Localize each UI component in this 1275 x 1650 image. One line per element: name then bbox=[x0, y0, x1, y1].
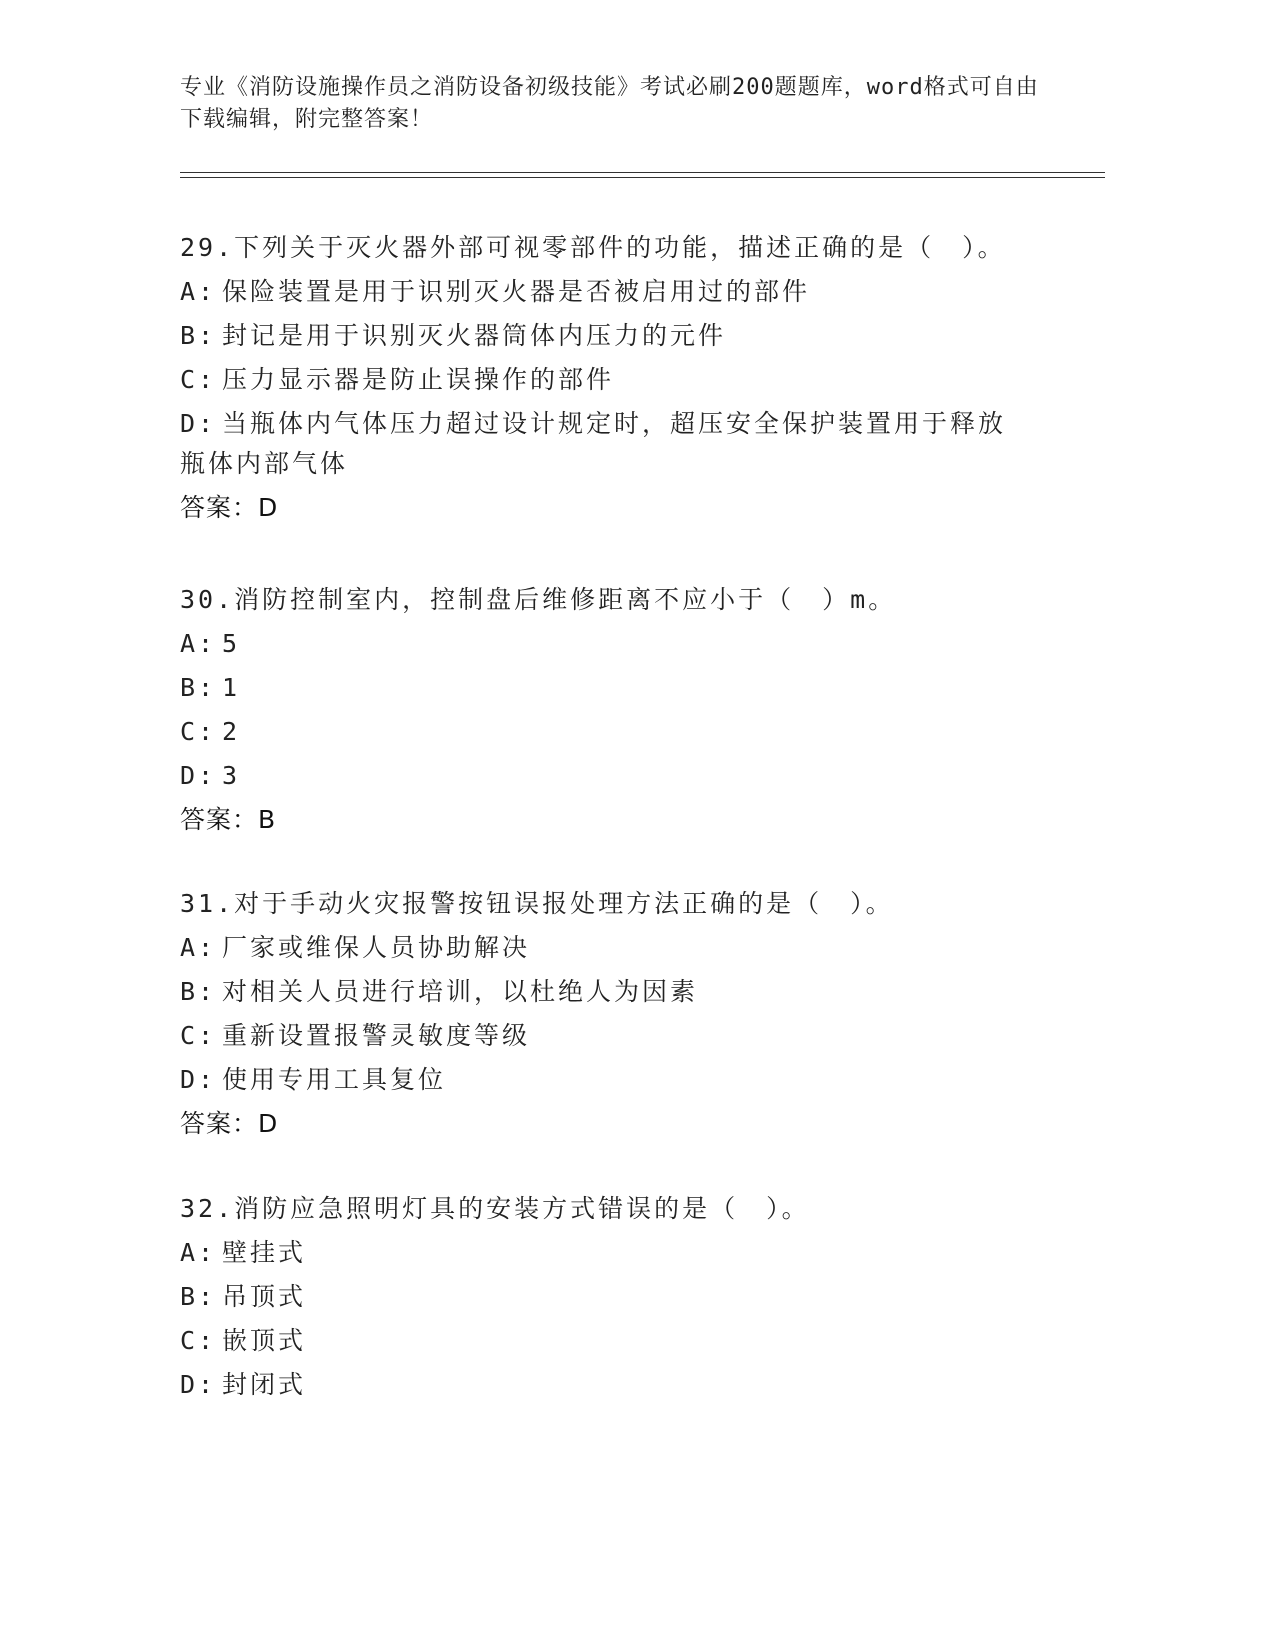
question-stem: 29.下列关于灭火器外部可视零部件的功能，描述正确的是（ ）。 bbox=[180, 233, 1006, 262]
option-label: C: bbox=[180, 365, 217, 394]
option-label: A: bbox=[180, 629, 217, 658]
option-d bbox=[180, 1058, 1040, 1102]
option-label: D: bbox=[180, 761, 217, 790]
option-label: B: bbox=[180, 977, 217, 1006]
option-a bbox=[180, 622, 1040, 666]
option-text: 3 bbox=[222, 761, 241, 790]
option-label: B: bbox=[180, 673, 217, 702]
question-29 bbox=[180, 226, 1040, 530]
option-text: 2 bbox=[222, 717, 241, 746]
question-31 bbox=[180, 882, 1040, 1146]
option-label: C: bbox=[180, 1021, 217, 1050]
answer-text: 答案：B bbox=[180, 805, 277, 834]
option-text: 封记是用于识别灭火器筒体内压力的元件 bbox=[222, 321, 727, 350]
option-c bbox=[180, 1014, 1040, 1058]
option-label: D: bbox=[180, 1065, 217, 1094]
answer-text: 答案：D bbox=[180, 1109, 279, 1138]
question-stem: 30.消防控制室内，控制盘后维修距离不应小于（ ）m。 bbox=[180, 585, 897, 614]
option-label: C: bbox=[180, 1326, 217, 1355]
option-b bbox=[180, 666, 1040, 710]
answer-text: 答案：D bbox=[180, 493, 279, 522]
option-a bbox=[180, 1231, 1040, 1275]
option-label: D: bbox=[180, 1370, 217, 1399]
option-d bbox=[180, 402, 1030, 486]
option-text: 使用专用工具复位 bbox=[222, 1065, 447, 1094]
option-text: 当瓶体内气体压力超过设计规定时，超压安全保护装置用于释放瓶体内部气体 bbox=[180, 409, 1007, 478]
option-text: 封闭式 bbox=[222, 1370, 307, 1399]
option-d bbox=[180, 1363, 1040, 1407]
option-c bbox=[180, 710, 1040, 754]
option-c bbox=[180, 1319, 1040, 1363]
question-32 bbox=[180, 1187, 1040, 1407]
option-c bbox=[180, 358, 1040, 402]
option-text: 吊顶式 bbox=[222, 1282, 307, 1311]
option-d bbox=[180, 754, 1040, 798]
option-text: 保险装置是用于识别灭火器是否被启用过的部件 bbox=[222, 277, 811, 306]
option-text: 嵌顶式 bbox=[222, 1326, 307, 1355]
option-text: 压力显示器是防止误操作的部件 bbox=[222, 365, 615, 394]
option-text: 厂家或维保人员协助解决 bbox=[222, 933, 531, 962]
header-divider-bottom bbox=[180, 177, 1105, 178]
option-label: A: bbox=[180, 1238, 217, 1267]
option-text: 重新设置报警灵敏度等级 bbox=[222, 1021, 531, 1050]
option-label: B: bbox=[180, 1282, 217, 1311]
header-divider-top bbox=[180, 172, 1105, 173]
question-30 bbox=[180, 578, 1040, 842]
option-b bbox=[180, 970, 1040, 1014]
question-stem: 31.对于手动火灾报警按钮误报处理方法正确的是（ ）。 bbox=[180, 889, 894, 918]
question-stem: 32.消防应急照明灯具的安装方式错误的是（ ）。 bbox=[180, 1194, 810, 1223]
option-a bbox=[180, 926, 1040, 970]
option-label: A: bbox=[180, 277, 217, 306]
option-label: D: bbox=[180, 409, 217, 438]
option-label: C: bbox=[180, 717, 217, 746]
option-b bbox=[180, 1275, 1040, 1319]
option-b bbox=[180, 314, 1040, 358]
option-text: 5 bbox=[222, 629, 241, 658]
option-text: 对相关人员进行培训，以杜绝人为因素 bbox=[222, 977, 699, 1006]
option-text: 壁挂式 bbox=[222, 1238, 307, 1267]
document-header: 专业《消防设施操作员之消防设备初级技能》考试必刷200题题库，word格式可自由下载编辑，附完整答案！ bbox=[180, 75, 1039, 132]
option-label: B: bbox=[180, 321, 217, 350]
option-label: A: bbox=[180, 933, 217, 962]
option-text: 1 bbox=[222, 673, 241, 702]
option-a bbox=[180, 270, 1040, 314]
